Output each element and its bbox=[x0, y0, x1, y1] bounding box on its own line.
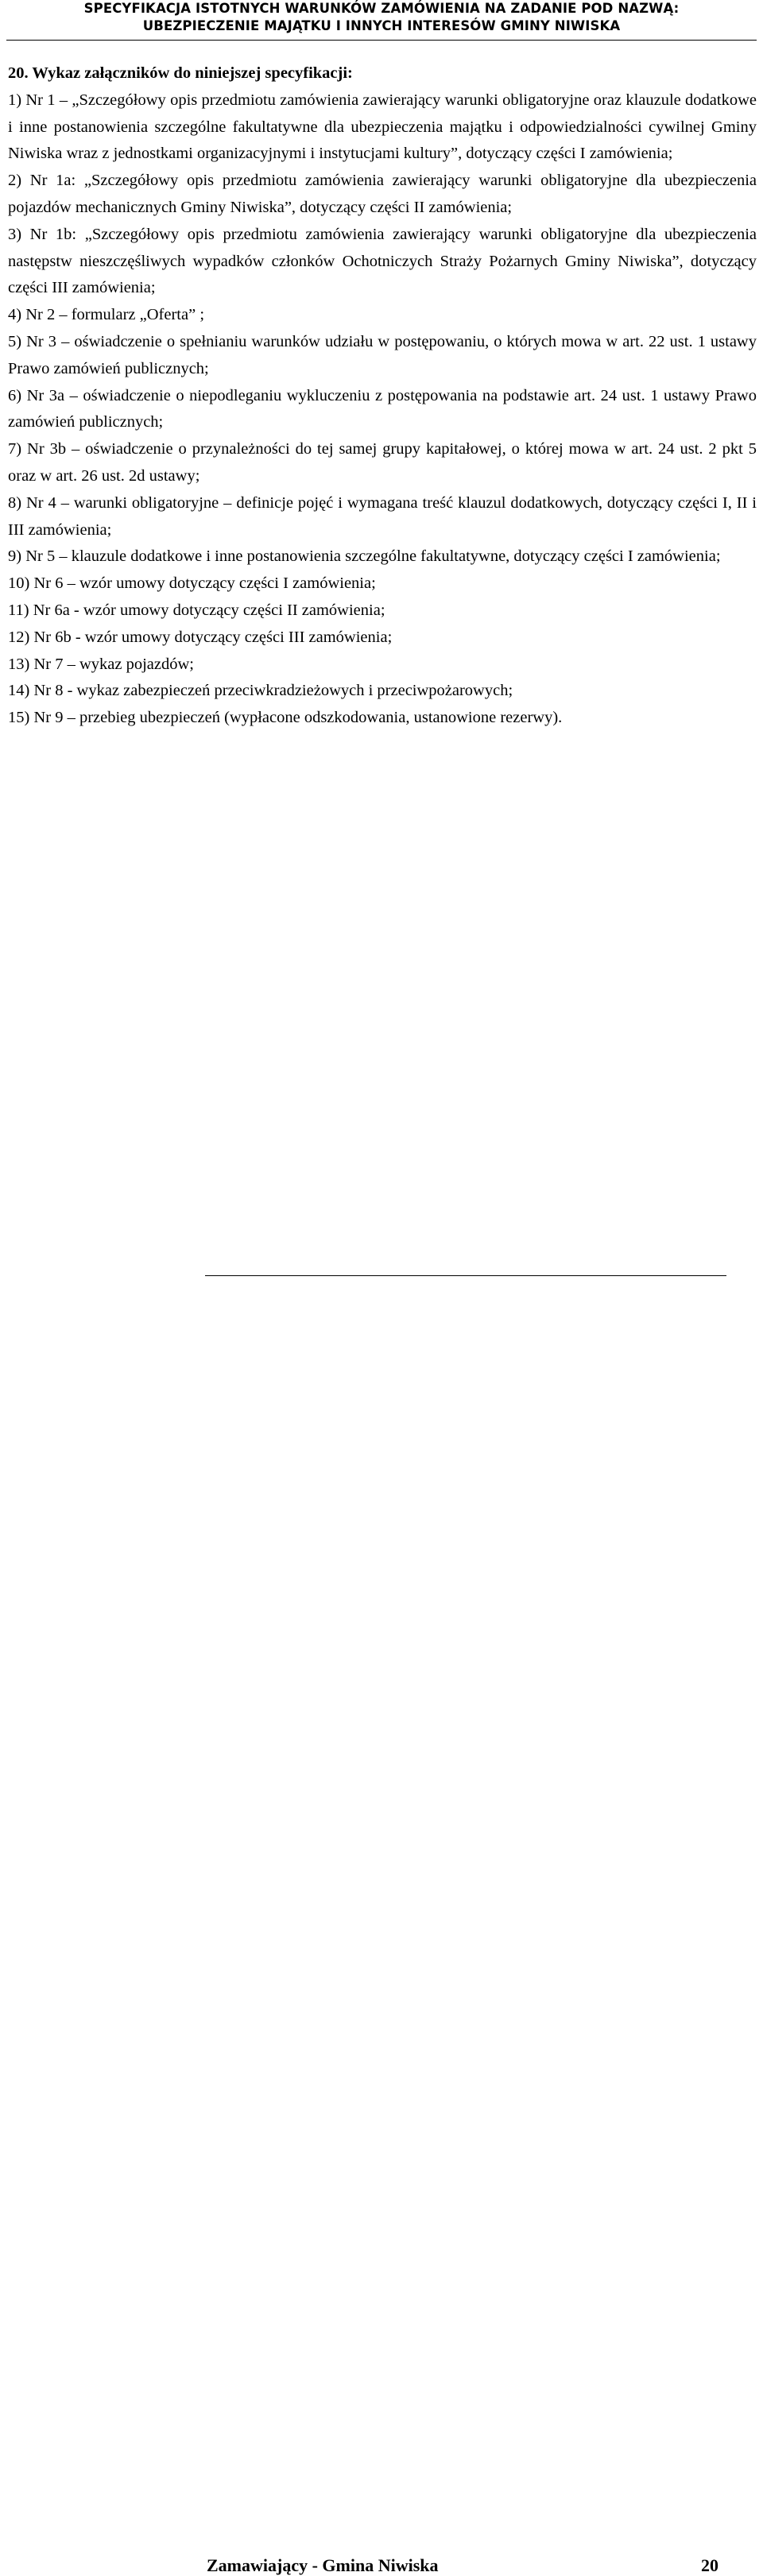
footer-organization: Zamawiający - Gmina Niwiska bbox=[207, 2555, 439, 2575]
list-item: 5) Nr 3 – oświadczenie o spełnianiu warunków udziału w postępowaniu, o których mowa w art. 22 ust. 1 ustawy Prawo zamówień publicznych; bbox=[8, 332, 757, 377]
header-divider bbox=[6, 40, 757, 41]
list-item: 9) Nr 5 – klauzule dodatkowe i inne postanowienia szczególne fakultatywne, dotyczący części I zamówienia; bbox=[8, 547, 721, 566]
header-title-line-2: UBEZPIECZENIE MAJĄTKU I INNYCH INTERESÓW GMINY NIWISKA bbox=[142, 18, 621, 33]
page-number: 20 bbox=[701, 2555, 718, 2575]
list-item: 7) Nr 3b – oświadczenie o przynależności do tej samej grupy kapitałowej, o której mowa w art. 24 ust. 2 pkt 5 oraz w art. 26 ust. 2d ustawy; bbox=[8, 440, 757, 485]
page-footer bbox=[0, 1274, 763, 2575]
list-item: 11) Nr 6a - wzór umowy dotyczący części II zamówienia; bbox=[8, 601, 385, 619]
section-title: 20. Wykaz załączników do niniejszej specyfikacji: bbox=[8, 64, 353, 82]
list-item: 12) Nr 6b - wzór umowy dotyczący części III zamówienia; bbox=[8, 628, 393, 646]
list-item: 2) Nr 1a: „Szczegółowy opis przedmiotu zamówienia zawierający warunki obligatoryjne dla ubezpieczenia pojazdów mechanicznych Gminy Niwiska”, dotyczący części II zamówienia; bbox=[8, 172, 757, 216]
list-item: 8) Nr 4 – warunki obligatoryjne – definicje pojęć i wymagana treść klauzul dodatkowych, dotyczący części I, II i III zamówienia; bbox=[8, 493, 757, 539]
header-title-line-1: SPECYFIKACJA ISTOTNYCH WARUNKÓW ZAMÓWIENIA NA ZADANIE POD NAZWĄ: bbox=[83, 1, 680, 16]
list-item: 4) Nr 2 – formularz „Oferta” ; bbox=[8, 306, 205, 324]
list-item: 15) Nr 9 – przebieg ubezpieczeń (wypłacone odszkodowania, ustanowione rezerwy). bbox=[8, 709, 563, 727]
list-item: 13) Nr 7 – wykaz pojazdów; bbox=[8, 655, 194, 673]
document-body bbox=[8, 60, 757, 732]
list-item: 1) Nr 1 – „Szczegółowy opis przedmiotu zamówienia zawierający warunki obligatoryjne oraz klauzule dodatkowe i inne postanowienia szczególne fakultatywne dla ubezpieczenia majątku i odpowiedzialności cywilnej Gminy Niwiska wraz z jednostkami organizacyjnymi i instytucjami kultury”, dotyczący części I zamówienia; bbox=[8, 91, 757, 163]
list-item: 10) Nr 6 – wzór umowy dotyczący części I zamówienia; bbox=[8, 574, 376, 593]
page-header bbox=[0, 0, 763, 40]
list-item: 6) Nr 3a – oświadczenie o niepodleganiu wykluczeniu z postępowania na podstawie art. 24 ust. 1 ustawy Prawo zamówień publicznych; bbox=[8, 386, 757, 431]
list-item: 14) Nr 8 - wykaz zabezpieczeń przeciwkradzieżowych i przeciwpożarowych; bbox=[8, 682, 513, 700]
list-item: 3) Nr 1b: „Szczegółowy opis przedmiotu zamówienia zawierający warunki obligatoryjne dla ubezpieczenia następstw nieszczęśliwych wypadków członków Ochotniczych Straży Pożarnych Gminy Niwiska”, dotyczący części III zamówienia; bbox=[8, 225, 757, 297]
